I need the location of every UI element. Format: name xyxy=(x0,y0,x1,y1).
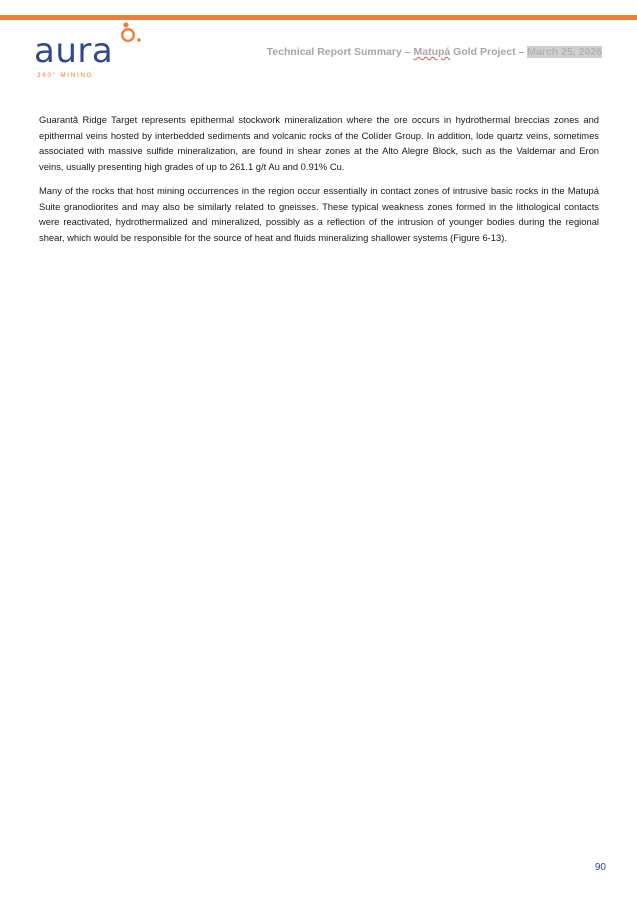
header-title-suffix: Gold Project – xyxy=(450,46,528,58)
header-project-name: Matupá xyxy=(413,46,451,58)
body-paragraph: Guarantã Ridge Target represents epithermal stockwork mineralization where the ore occurs in hydrothermal breccias zones and epithermal veins hosted by interbedded sediments and volcanic rocks of the Colíder Group. In addition, lode quartz veins, sometimes associated with massive sulfide mineralization, are found in shear zones at the Alto Alegre Block, such as the Valdemar and Eron veins, usually presenting high grades of up to 261.1 g/t Au and 0.91% Cu. xyxy=(39,114,599,172)
body-text xyxy=(39,112,599,254)
logo-tagline: 360° MINING xyxy=(37,72,94,79)
header-title-prefix: Technical Report Summary – xyxy=(266,46,414,58)
aura-logo xyxy=(34,20,149,82)
logo-wordmark: aura xyxy=(34,31,114,71)
page-number: 90 xyxy=(594,862,606,873)
header-date: March 25, 2026 xyxy=(527,46,602,58)
report-header-title xyxy=(267,46,602,58)
body-paragraph: Many of the rocks that host mining occurrences in the region occur essentially in contact zones of intrusive basic rocks in the Matupá Suite granodiorites and may also be similarly related to gneisses. These typical weakness zones formed in the lithological contacts were reactivated, hydrothermalized and mineralized, possibly as a reflection of the intrusion of younger bodies during the regional shear, which would be responsible for the source of heat and fluids mineralizing shallower systems (Figure 6-13). xyxy=(39,185,599,243)
logo-mark-icon xyxy=(120,20,148,48)
